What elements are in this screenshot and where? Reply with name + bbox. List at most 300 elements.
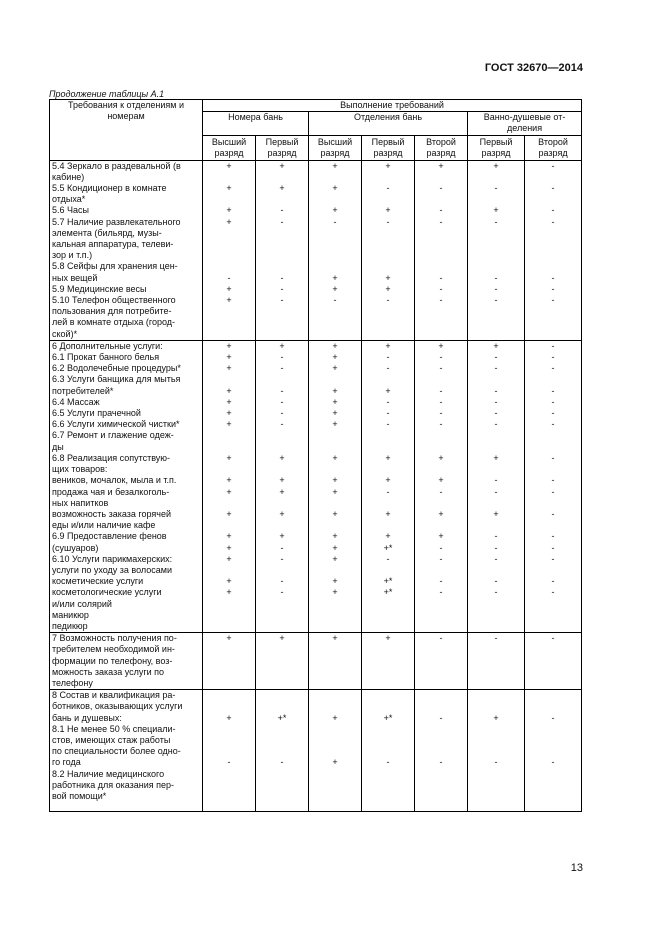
requirement-mark: +	[385, 272, 391, 283]
mark-spacer	[415, 780, 467, 791]
mark-spacer	[256, 306, 308, 317]
mark-spacer	[468, 667, 524, 678]
requirement-text-line: еды и/или наличие кафе	[52, 520, 156, 531]
mark-spacer	[256, 769, 308, 780]
requirement-mark: -	[439, 216, 443, 227]
mark-spacer	[525, 374, 581, 385]
requirement-mark: -	[551, 340, 555, 351]
requirement-text-line: 8.2 Наличие медицинского	[52, 768, 165, 779]
mark-spacer	[415, 690, 467, 701]
mark-spacer	[256, 701, 308, 712]
requirement-mark: +	[493, 452, 499, 463]
requirement-mark: +	[385, 508, 391, 519]
requirement-text-line: 5.8 Сейфы для хранения цен-	[52, 261, 178, 272]
mark-spacer	[203, 678, 255, 689]
requirement-mark: -	[551, 553, 555, 564]
requirement-mark: -	[439, 363, 443, 374]
requirement-mark: +	[226, 216, 232, 227]
requirement-text-line: вой помощи*	[52, 790, 107, 801]
table-section-row	[50, 690, 582, 812]
requirement-mark: -	[494, 272, 498, 283]
spacer	[362, 791, 414, 800]
requirement-mark: +	[332, 385, 338, 396]
mark-spacer	[415, 746, 467, 757]
requirement-mark: +	[226, 205, 232, 216]
mark-spacer	[362, 644, 414, 655]
requirement-mark: -	[280, 553, 284, 564]
mark-spacer	[415, 329, 467, 340]
mark-spacer	[525, 430, 581, 441]
requirement-mark: -	[439, 385, 443, 396]
requirement-mark-cell	[309, 160, 362, 340]
mark-spacer	[256, 498, 308, 509]
requirement-mark: +	[332, 396, 338, 407]
mark-spacer	[309, 746, 361, 757]
requirement-mark: +	[332, 633, 338, 644]
requirement-mark-cell	[525, 633, 582, 690]
mark-spacer	[309, 374, 361, 385]
requirement-text-line: можность заказа услуги по	[52, 666, 165, 677]
requirement-mark: +*	[383, 542, 393, 553]
mark-spacer	[468, 306, 524, 317]
requirement-mark: -	[386, 419, 390, 430]
requirement-text-line: бань и душевых:	[52, 712, 122, 723]
requirement-text-line: 5.4 Зеркало в раздевальной (в	[52, 160, 181, 171]
requirement-mark: -	[439, 486, 443, 497]
spacer	[468, 791, 524, 800]
requirement-mark-cell	[309, 690, 362, 812]
mark-spacer	[468, 644, 524, 655]
requirement-mark-cell	[468, 340, 525, 632]
requirement-mark: -	[494, 283, 498, 294]
header-fulfillment: Выполнение требований	[203, 100, 582, 112]
mark-spacer	[256, 374, 308, 385]
requirement-mark: -	[551, 576, 555, 587]
mark-spacer	[415, 667, 467, 678]
mark-spacer	[415, 430, 467, 441]
requirement-mark: -	[551, 396, 555, 407]
mark-spacer	[362, 735, 414, 746]
requirement-mark: -	[439, 295, 443, 306]
requirement-text-line: 8 Состав и квалификация ра-	[52, 690, 176, 701]
requirement-mark: -	[494, 385, 498, 396]
header-bath-rooms: Номера бань	[203, 112, 309, 135]
mark-spacer	[525, 239, 581, 250]
header-rank: Первый разряд	[468, 135, 525, 160]
mark-spacer	[468, 690, 524, 701]
requirement-mark: +	[226, 576, 232, 587]
spacer	[525, 791, 581, 800]
requirement-mark: +	[385, 633, 391, 644]
mark-spacer	[362, 261, 414, 272]
requirement-mark: -	[551, 216, 555, 227]
mark-spacer	[203, 239, 255, 250]
requirement-mark: -	[439, 352, 443, 363]
requirements-table	[49, 99, 582, 812]
mark-spacer	[525, 724, 581, 735]
requirement-mark: +	[226, 295, 232, 306]
requirement-mark: -	[494, 475, 498, 486]
requirement-mark: -	[439, 396, 443, 407]
requirement-mark-cell	[309, 340, 362, 632]
requirement-mark: +*	[277, 712, 287, 723]
mark-spacer	[256, 250, 308, 261]
requirement-mark: +	[385, 385, 391, 396]
requirement-mark: +	[332, 486, 338, 497]
requirement-text-line: пользования для потребите-	[52, 306, 172, 317]
requirement-mark: +	[385, 340, 391, 351]
requirement-mark: +	[493, 508, 499, 519]
mark-spacer	[525, 520, 581, 531]
requirement-text-line: 7 Возможность получения по-	[52, 633, 177, 644]
requirement-mark: -	[551, 475, 555, 486]
mark-spacer	[362, 194, 414, 205]
mark-spacer	[256, 317, 308, 328]
mark-spacer	[415, 317, 467, 328]
spacer	[415, 791, 467, 800]
mark-spacer	[362, 250, 414, 261]
table-body	[50, 160, 582, 812]
header-rank: Первый разряд	[362, 135, 415, 160]
mark-spacer	[468, 250, 524, 261]
table-section-row	[50, 160, 582, 340]
requirement-mark: -	[280, 272, 284, 283]
mark-spacer	[203, 194, 255, 205]
requirement-mark: +	[438, 340, 444, 351]
mark-spacer	[415, 374, 467, 385]
mark-spacer	[309, 464, 361, 475]
requirement-mark-cell	[309, 633, 362, 690]
requirement-mark-cell	[415, 160, 468, 340]
mark-spacer	[203, 644, 255, 655]
mark-spacer	[203, 442, 255, 453]
requirement-mark: +	[279, 633, 285, 644]
mark-spacer	[362, 724, 414, 735]
requirement-mark: +	[332, 452, 338, 463]
requirement-text-line: 5.10 Телефон общественного	[52, 295, 176, 306]
mark-spacer	[468, 239, 524, 250]
requirement-text-line: кальная аппаратура, телеви-	[52, 239, 174, 250]
requirement-text-line: и/или солярий	[52, 598, 112, 609]
requirement-mark-cell	[362, 633, 415, 690]
mark-spacer	[525, 565, 581, 576]
requirement-mark-cell	[525, 340, 582, 632]
mark-spacer	[256, 656, 308, 667]
mark-spacer	[468, 735, 524, 746]
requirement-text-line: формации по телефону, воз-	[52, 655, 173, 666]
mark-spacer	[203, 735, 255, 746]
mark-spacer	[468, 656, 524, 667]
requirement-mark: -	[494, 757, 498, 768]
requirement-mark: -	[280, 542, 284, 553]
requirement-mark: -	[551, 408, 555, 419]
requirement-mark: -	[494, 486, 498, 497]
mark-spacer	[256, 678, 308, 689]
mark-spacer	[362, 746, 414, 757]
requirement-mark: +	[332, 531, 338, 542]
requirement-mark: -	[439, 205, 443, 216]
mark-spacer	[525, 172, 581, 183]
mark-spacer	[415, 769, 467, 780]
mark-spacer	[468, 565, 524, 576]
requirement-text-line: 5.9 Медицинские весы	[52, 283, 147, 294]
mark-spacer	[415, 261, 467, 272]
mark-spacer	[203, 701, 255, 712]
requirement-mark-cell	[362, 160, 415, 340]
requirement-mark: +	[438, 475, 444, 486]
requirement-mark: -	[227, 272, 231, 283]
requirement-mark: -	[494, 363, 498, 374]
requirement-text-line: 6.4 Массаж	[52, 396, 100, 407]
requirement-mark: +	[385, 283, 391, 294]
mark-spacer	[203, 250, 255, 261]
mark-spacer	[203, 261, 255, 272]
mark-spacer	[415, 701, 467, 712]
mark-spacer	[415, 678, 467, 689]
requirement-mark-cell	[415, 340, 468, 632]
mark-spacer	[203, 228, 255, 239]
mark-spacer	[415, 172, 467, 183]
mark-spacer	[468, 194, 524, 205]
mark-spacer	[362, 769, 414, 780]
requirement-mark: -	[551, 587, 555, 598]
mark-spacer	[525, 656, 581, 667]
requirement-mark: +	[332, 340, 338, 351]
requirement-mark-cell	[468, 160, 525, 340]
requirement-mark: -	[551, 295, 555, 306]
mark-spacer	[309, 520, 361, 531]
mark-spacer	[468, 228, 524, 239]
requirement-mark: -	[551, 205, 555, 216]
mark-spacer	[468, 374, 524, 385]
mark-spacer	[309, 250, 361, 261]
header-rank: Первый разряд	[256, 135, 309, 160]
spacer	[309, 791, 361, 800]
mark-spacer	[256, 261, 308, 272]
requirement-mark: -	[439, 576, 443, 587]
mark-spacer	[203, 172, 255, 183]
requirement-mark: +	[226, 385, 232, 396]
requirement-mark: +	[385, 205, 391, 216]
mark-spacer	[309, 656, 361, 667]
requirement-mark: +	[385, 160, 391, 171]
requirement-text-line: ных напитков	[52, 497, 109, 508]
requirement-mark: -	[439, 757, 443, 768]
requirement-mark: +	[493, 340, 499, 351]
mark-spacer	[362, 306, 414, 317]
requirement-mark: -	[551, 283, 555, 294]
mark-spacer	[256, 442, 308, 453]
requirement-mark: -	[280, 757, 284, 768]
requirement-text-line: возможность заказа горячей	[52, 508, 172, 519]
requirement-mark: +	[279, 183, 285, 194]
requirement-mark: -	[439, 542, 443, 553]
mark-spacer	[362, 780, 414, 791]
requirement-mark: +	[493, 160, 499, 171]
requirement-mark: -	[551, 712, 555, 723]
requirement-mark: +	[332, 757, 338, 768]
requirement-mark: +	[279, 475, 285, 486]
mark-spacer	[415, 644, 467, 655]
mark-spacer	[256, 724, 308, 735]
mark-spacer	[362, 565, 414, 576]
mark-spacer	[415, 464, 467, 475]
requirement-mark: -	[551, 183, 555, 194]
mark-spacer	[256, 430, 308, 441]
requirement-mark: +	[226, 508, 232, 519]
requirement-cell	[50, 690, 203, 812]
requirement-mark: -	[439, 587, 443, 598]
requirement-text-line: 6.3 Услуги банщика для мытья	[52, 374, 181, 385]
mark-spacer	[203, 667, 255, 678]
requirement-mark: -	[280, 587, 284, 598]
requirement-mark-cell	[203, 340, 256, 632]
requirement-mark: -	[439, 419, 443, 430]
page-number: 13	[570, 862, 583, 874]
requirement-mark: +	[279, 508, 285, 519]
mark-spacer	[525, 250, 581, 261]
requirement-text-line: 5.6 Часы	[52, 205, 89, 216]
requirement-mark-cell	[256, 690, 309, 812]
mark-spacer	[309, 261, 361, 272]
requirement-mark: -	[280, 283, 284, 294]
requirement-mark: -	[551, 542, 555, 553]
requirement-mark: +	[332, 712, 338, 723]
requirement-text-line: ных вещей	[52, 272, 98, 283]
mark-spacer	[468, 780, 524, 791]
requirement-text-line: лей в комнате отдыха (город-	[52, 317, 176, 328]
requirement-text-line: ды	[52, 441, 64, 452]
requirement-mark: -	[333, 216, 337, 227]
requirement-mark: +	[332, 475, 338, 486]
requirement-text-line: 6 Дополнительные услуги:	[52, 340, 163, 351]
mark-spacer	[468, 430, 524, 441]
mark-spacer	[415, 250, 467, 261]
requirement-mark: +	[332, 408, 338, 419]
requirement-mark: +	[226, 531, 232, 542]
requirement-mark-cell	[203, 690, 256, 812]
requirement-mark-cell	[256, 160, 309, 340]
mark-spacer	[362, 239, 414, 250]
mark-spacer	[309, 565, 361, 576]
requirement-mark: +	[332, 272, 338, 283]
requirement-text-line: 6.1 Прокат банного белья	[52, 352, 160, 363]
requirement-text-line: косметологические услуги	[52, 587, 162, 598]
mark-spacer	[468, 701, 524, 712]
mark-spacer	[362, 701, 414, 712]
requirement-mark: +	[332, 183, 338, 194]
mark-spacer	[203, 780, 255, 791]
mark-spacer	[203, 329, 255, 340]
requirement-text-line: зор и т.п.)	[52, 250, 93, 261]
mark-spacer	[309, 194, 361, 205]
requirement-text-line: работника для оказания пер-	[52, 779, 175, 790]
requirement-mark: -	[551, 633, 555, 644]
mark-spacer	[309, 239, 361, 250]
mark-spacer	[256, 172, 308, 183]
requirement-mark: +	[226, 283, 232, 294]
mark-spacer	[203, 317, 255, 328]
mark-spacer	[256, 239, 308, 250]
requirement-mark: +	[226, 712, 232, 723]
requirement-mark: +	[279, 160, 285, 171]
mark-spacer	[256, 690, 308, 701]
requirement-mark: +	[226, 408, 232, 419]
mark-spacer	[525, 306, 581, 317]
mark-spacer	[468, 498, 524, 509]
mark-spacer	[362, 498, 414, 509]
requirement-mark: +*	[383, 576, 393, 587]
requirement-cell	[50, 633, 203, 690]
requirement-mark: -	[439, 633, 443, 644]
mark-spacer	[415, 239, 467, 250]
table-section-row	[50, 633, 582, 690]
mark-spacer	[362, 678, 414, 689]
requirement-mark: -	[494, 587, 498, 598]
requirement-mark: -	[386, 408, 390, 419]
mark-spacer	[362, 464, 414, 475]
mark-spacer	[468, 724, 524, 735]
requirement-mark: -	[439, 408, 443, 419]
requirement-text-line: 6.7 Ремонт и глажение одеж-	[52, 430, 174, 441]
requirement-mark-cell	[362, 690, 415, 812]
requirement-mark: -	[494, 576, 498, 587]
mark-spacer	[203, 690, 255, 701]
requirement-mark: -	[494, 531, 498, 542]
mark-spacer	[415, 656, 467, 667]
mark-spacer	[525, 464, 581, 475]
requirement-text-line: (сушуаров)	[52, 542, 99, 553]
requirement-mark: +	[332, 587, 338, 598]
mark-spacer	[468, 678, 524, 689]
requirement-text-line: 8.1 Не менее 50 % специали-	[52, 723, 176, 734]
requirement-text-line: 5.5 Кондиционер в комнате	[52, 183, 167, 194]
mark-spacer	[362, 329, 414, 340]
mark-spacer	[525, 701, 581, 712]
requirement-mark: +	[332, 283, 338, 294]
requirement-mark: -	[551, 508, 555, 519]
mark-spacer	[256, 780, 308, 791]
mark-spacer	[525, 194, 581, 205]
mark-spacer	[256, 735, 308, 746]
requirement-mark-cell	[203, 633, 256, 690]
requirement-mark: +	[226, 553, 232, 564]
requirement-mark: +	[332, 419, 338, 430]
requirement-text-line: маникюр	[52, 609, 89, 620]
header-requirements: Требования к отделениям и номерам	[50, 100, 203, 161]
requirement-mark: +	[279, 486, 285, 497]
mark-spacer	[203, 746, 255, 757]
document-standard-number: ГОСТ 32670—2014	[484, 62, 583, 74]
mark-spacer	[309, 678, 361, 689]
header-rank: Высший разряд	[309, 135, 362, 160]
mark-spacer	[309, 172, 361, 183]
requirement-mark-cell	[525, 160, 582, 340]
requirement-text-line: кабине)	[52, 171, 85, 182]
mark-spacer	[309, 317, 361, 328]
requirement-mark: +	[438, 160, 444, 171]
requirement-mark: -	[551, 363, 555, 374]
requirement-mark-cell	[256, 633, 309, 690]
mark-spacer	[415, 442, 467, 453]
mark-spacer	[362, 442, 414, 453]
requirement-mark: +	[226, 183, 232, 194]
mark-spacer	[525, 498, 581, 509]
mark-spacer	[525, 667, 581, 678]
requirement-mark: +	[438, 508, 444, 519]
requirement-text-line: продажа чая и безалкоголь-	[52, 486, 170, 497]
requirement-mark: -	[494, 295, 498, 306]
